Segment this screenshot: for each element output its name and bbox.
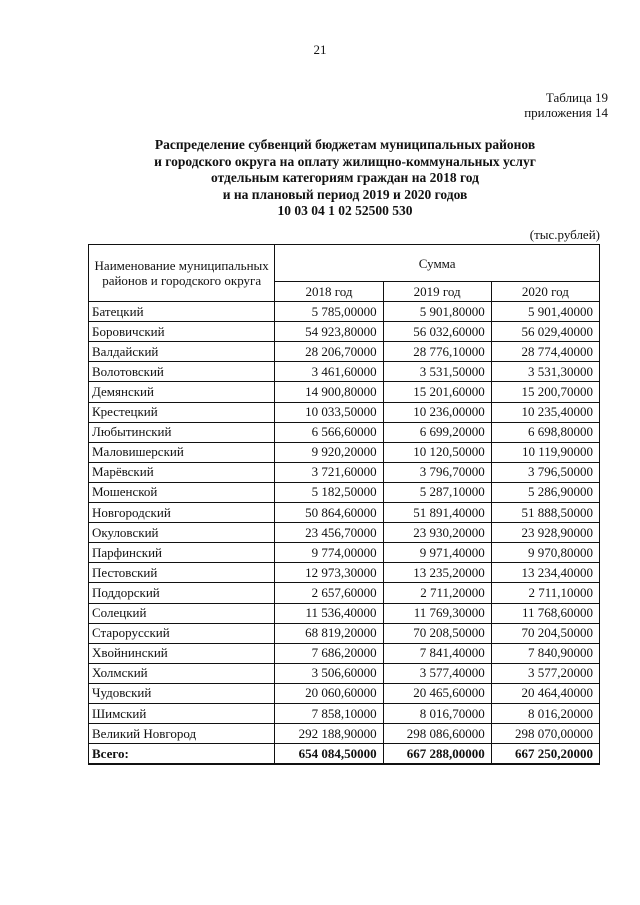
value-2020-cell: 56 029,40000: [491, 322, 599, 342]
table-ref-line2: приложения 14: [524, 105, 608, 120]
value-2018-cell: 5 182,50000: [275, 482, 383, 502]
table-ref-line1: Таблица 19: [545, 90, 608, 105]
table-body: [89, 302, 600, 744]
table-row: [89, 342, 600, 362]
value-2020-cell: 20 464,40000: [491, 683, 599, 703]
table-row: [89, 382, 600, 402]
header-row-1: [89, 245, 600, 282]
value-2020-cell: 3 796,50000: [491, 462, 599, 482]
units-label: (тыс.рублей): [529, 227, 600, 242]
value-2019-cell: 3 796,70000: [383, 462, 491, 482]
value-2020-cell: 10 119,90000: [491, 442, 599, 462]
district-name-cell: Шимский: [89, 703, 275, 723]
value-2020-cell: 3 577,20000: [491, 663, 599, 683]
district-name-cell: Старорусский: [89, 623, 275, 643]
value-2020-cell: 6 698,80000: [491, 422, 599, 442]
header-sum: Сумма: [275, 245, 600, 282]
table-row: [89, 583, 600, 603]
value-2018-cell: 3 461,60000: [275, 362, 383, 382]
value-2018-cell: 11 536,40000: [275, 603, 383, 623]
value-2019-cell: 3 531,50000: [383, 362, 491, 382]
district-name-cell: Батецкий: [89, 302, 275, 322]
header-year-2020: 2020 год: [491, 282, 599, 302]
table-row: [89, 462, 600, 482]
value-2018-cell: 9 774,00000: [275, 543, 383, 563]
value-2018-cell: 68 819,20000: [275, 623, 383, 643]
header-name-column: Наименование муниципальных районов и городского округа: [89, 245, 275, 302]
value-2019-cell: 10 120,50000: [383, 442, 491, 462]
value-2020-cell: 9 970,80000: [491, 543, 599, 563]
table-row: [89, 724, 600, 744]
page-number: 21: [313, 42, 327, 57]
value-2018-cell: 50 864,60000: [275, 503, 383, 523]
value-2020-cell: 23 928,90000: [491, 523, 599, 543]
table-row: [89, 663, 600, 683]
district-name-cell: Боровичский: [89, 322, 275, 342]
table-row: [89, 703, 600, 723]
value-2018-cell: 5 785,00000: [275, 302, 383, 322]
value-2018-cell: 28 206,70000: [275, 342, 383, 362]
table-row: [89, 402, 600, 422]
value-2020-cell: 70 204,50000: [491, 623, 599, 643]
value-2020-cell: 11 768,60000: [491, 603, 599, 623]
district-name-cell: Холмский: [89, 663, 275, 683]
district-name-cell: Валдайский: [89, 342, 275, 362]
total-2018: 654 084,50000: [275, 744, 383, 765]
district-name-cell: Парфинский: [89, 543, 275, 563]
value-2018-cell: 7 858,10000: [275, 703, 383, 723]
district-name-cell: Великий Новгород: [89, 724, 275, 744]
value-2020-cell: 8 016,20000: [491, 703, 599, 723]
table-row: [89, 482, 600, 502]
value-2020-cell: 13 234,40000: [491, 563, 599, 583]
table-row: [89, 643, 600, 663]
value-2019-cell: 51 891,40000: [383, 503, 491, 523]
value-2019-cell: 5 287,10000: [383, 482, 491, 502]
district-name-cell: Мошенской: [89, 482, 275, 502]
district-name-cell: Чудовский: [89, 683, 275, 703]
value-2019-cell: 7 841,40000: [383, 643, 491, 663]
document-title: [0, 137, 640, 220]
subvention-table: [88, 244, 600, 765]
table-row: [89, 543, 600, 563]
value-2019-cell: 28 776,10000: [383, 342, 491, 362]
value-2020-cell: 28 774,40000: [491, 342, 599, 362]
total-label: Всего:: [89, 744, 275, 765]
title-line1: Распределение субвенций бюджетам муниципальных районов: [154, 137, 536, 152]
header-year-2018: 2018 год: [275, 282, 383, 302]
value-2019-cell: 3 577,40000: [383, 663, 491, 683]
district-name-cell: Крестецкий: [89, 402, 275, 422]
table-row: [89, 442, 600, 462]
district-name-cell: Хвойнинский: [89, 643, 275, 663]
value-2020-cell: 51 888,50000: [491, 503, 599, 523]
value-2018-cell: 10 033,50000: [275, 402, 383, 422]
total-2020: 667 250,20000: [491, 744, 599, 765]
value-2019-cell: 13 235,20000: [383, 563, 491, 583]
district-name-cell: Маловишерский: [89, 442, 275, 462]
value-2018-cell: 3 721,60000: [275, 462, 383, 482]
value-2018-cell: 54 923,80000: [275, 322, 383, 342]
value-2019-cell: 8 016,70000: [383, 703, 491, 723]
table-row: [89, 302, 600, 322]
district-name-cell: Пестовский: [89, 563, 275, 583]
value-2018-cell: 12 973,30000: [275, 563, 383, 583]
table-row: [89, 523, 600, 543]
title-line5: 10 03 04 1 02 52500 530: [277, 203, 413, 218]
district-name-cell: Любытинский: [89, 422, 275, 442]
table-row: [89, 623, 600, 643]
table-row: [89, 563, 600, 583]
district-name-cell: Новгородский: [89, 503, 275, 523]
total-row: [89, 744, 600, 765]
value-2018-cell: 3 506,60000: [275, 663, 383, 683]
table-row: [89, 683, 600, 703]
value-2020-cell: 5 286,90000: [491, 482, 599, 502]
value-2018-cell: 2 657,60000: [275, 583, 383, 603]
value-2019-cell: 10 236,00000: [383, 402, 491, 422]
table-row: [89, 422, 600, 442]
value-2020-cell: 298 070,00000: [491, 724, 599, 744]
header-year-2019: 2019 год: [383, 282, 491, 302]
value-2018-cell: 292 188,90000: [275, 724, 383, 744]
title-line2: и городского округа на оплату жилищно-коммунальных услуг: [154, 153, 536, 169]
value-2020-cell: 3 531,30000: [491, 362, 599, 382]
value-2020-cell: 7 840,90000: [491, 643, 599, 663]
value-2019-cell: 70 208,50000: [383, 623, 491, 643]
value-2019-cell: 298 086,60000: [383, 724, 491, 744]
value-2019-cell: 15 201,60000: [383, 382, 491, 402]
value-2020-cell: 5 901,40000: [491, 302, 599, 322]
district-name-cell: Демянский: [89, 382, 275, 402]
total-2019: 667 288,00000: [383, 744, 491, 765]
value-2018-cell: 20 060,60000: [275, 683, 383, 703]
value-2019-cell: 9 971,40000: [383, 543, 491, 563]
value-2019-cell: 11 769,30000: [383, 603, 491, 623]
district-name-cell: Марёвский: [89, 462, 275, 482]
value-2020-cell: 10 235,40000: [491, 402, 599, 422]
value-2019-cell: 23 930,20000: [383, 523, 491, 543]
value-2020-cell: 15 200,70000: [491, 382, 599, 402]
table-row: [89, 322, 600, 342]
table-row: [89, 362, 600, 382]
value-2019-cell: 5 901,80000: [383, 302, 491, 322]
value-2019-cell: 6 699,20000: [383, 422, 491, 442]
district-name-cell: Поддорский: [89, 583, 275, 603]
value-2018-cell: 7 686,20000: [275, 643, 383, 663]
table-row: [89, 603, 600, 623]
district-name-cell: Окуловский: [89, 523, 275, 543]
title-line4: и на плановый период 2019 и 2020 годов: [222, 186, 468, 202]
value-2018-cell: 6 566,60000: [275, 422, 383, 442]
value-2018-cell: 23 456,70000: [275, 523, 383, 543]
value-2018-cell: 14 900,80000: [275, 382, 383, 402]
value-2018-cell: 9 920,20000: [275, 442, 383, 462]
table-row: [89, 503, 600, 523]
title-line3: отдельным категориям граждан на 2018 год: [211, 170, 479, 185]
value-2019-cell: 56 032,60000: [383, 322, 491, 342]
value-2019-cell: 20 465,60000: [383, 683, 491, 703]
district-name-cell: Волотовский: [89, 362, 275, 382]
value-2020-cell: 2 711,10000: [491, 583, 599, 603]
table-reference: [524, 90, 608, 120]
district-name-cell: Солецкий: [89, 603, 275, 623]
value-2019-cell: 2 711,20000: [383, 583, 491, 603]
